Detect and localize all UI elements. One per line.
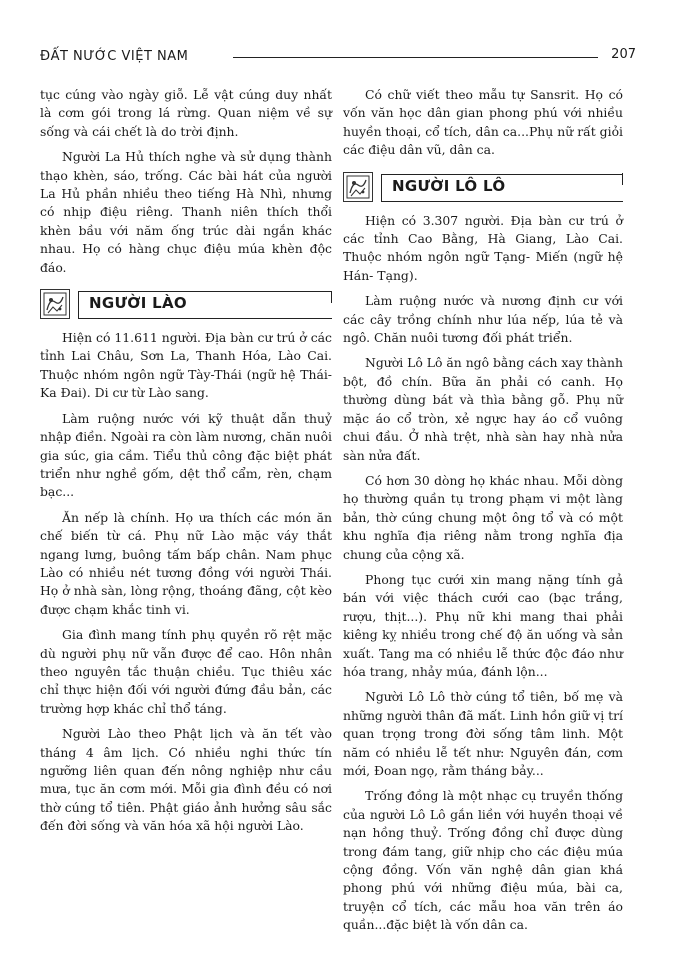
section-heading-nguoi-lao xyxy=(40,287,332,321)
section-title: NGƯỜI LÀO xyxy=(89,294,187,313)
paragraph: Hiện có 3.307 người. Địa bàn cư trú ở các tỉnh Cao Bằng, Hà Giang, Lào Cai. Thuộc nhóm ngôn ngữ Tạng- Miến (ngữ hệ Hán- Tạng). xyxy=(343,212,623,283)
paragraph: Trống đồng là một nhạc cụ truyền thống của người Lô Lô gắn liền với huyền thoại về nạn hồng thuỷ. Trống đồng chỉ được dùng trong đám tang, giữ nhịp cho các điệu múa cộng đồng. Vốn văn nghệ dân gian khá phong phú với những điệu múa, bài ca, truyện cổ tích, các mẫu hoa văn trên áo quần...đặc biệt là vốn dân ca. xyxy=(343,788,623,933)
section-title-frame xyxy=(78,291,332,319)
paragraph: Làm ruộng nước với kỹ thuật dẫn thuỷ nhập điền. Ngoài ra còn làm nương, chăn nuôi gia súc, gia cầm. Tiểu thủ công đặc biệt phát triển như nghề gốm, dệt thổ cẩm, rèn, chạm bạc... xyxy=(40,410,332,500)
paragraph: Người Lào theo Phật lịch và ăn tết vào tháng 4 âm lịch. Có nhiều nghi thức tín ngưỡng liên quan đến nông nghiệp như cầu mưa, tục ăn cơm mới. Mỗi gia đình đều có nơi thờ cúng tổ tiên. Phật giáo ảnh hưởng sâu sắc đến đời sống và văn hóa xã hội người Lào. xyxy=(40,726,332,834)
paragraph: Người Lô Lô thờ cúng tổ tiên, bố mẹ và những người thân đã mất. Linh hồn giữ vị trí quan trọng trong đời sống tâm linh. Một năm có nhiều lễ tết như: Nguyên đán, cơm mới, Đoan ngọ, rằm tháng bảy... xyxy=(343,689,623,778)
paragraph: Người Lô Lô ăn ngô bằng cách xay thành bột, đồ chín. Bữa ăn phải có canh. Họ thường dùng bát và thìa bằng gỗ. Phụ nữ mặc áo cổ tròn, xẻ ngực hay áo cổ vuông chui đầu. Ở nhà trệt, nhà sàn hay nhà nửa sàn nửa đất. xyxy=(343,355,623,463)
paragraph: Người La Hủ thích nghe và sử dụng thành thạo khèn, sáo, trống. Các bài hát của người La Hủ phần nhiều theo tiếng Hà Nhì, nhưng có nhịp điệu riêng. Thanh niên thích thổi khèn bầu với năm ống trúc dài ngắn khác nhau. Họ có hàng chục điệu múa khèn độc đáo. xyxy=(40,149,332,275)
paragraph: Ăn nếp là chính. Họ ưa thích các món ăn chế biến từ cá. Phụ nữ Lào mặc váy thắt ngang lưng, buông tấm bấp chân. Nam phục Lào có nhiều nét tương đồng với người Thái. Họ ở nhà sàn, lòng rộng, thoáng đãng, cột kèo được chạm khắc tinh vi. xyxy=(40,509,332,617)
section-title-frame xyxy=(381,174,623,202)
header-rule xyxy=(233,57,598,58)
paragraph: Gia đình mang tính phụ quyền rõ rệt mặc dù người phụ nữ vẫn được để cao. Hôn nhân theo nguyên tắc thuận chiều. Tục thiêu xác chỉ thực hiện đối với người đứng đầu bản, các trường hợp khác chỉ thổ táng. xyxy=(40,627,332,716)
page-header xyxy=(40,47,636,69)
running-title: ĐẤT NƯỚC VIỆT NAM xyxy=(40,49,189,64)
right-column xyxy=(343,86,623,942)
section-heading-nguoi-lo-lo xyxy=(343,170,623,204)
left-column xyxy=(40,86,332,843)
paragraph: tục cúng vào ngày giỗ. Lễ vật cúng duy nhất là cơm gói trong lá rừng. Quan niệm về sự sống và cái chết là do trời định. xyxy=(40,87,332,139)
section-title: NGƯỜI LÔ LÔ xyxy=(392,176,506,195)
paragraph: Có chữ viết theo mẫu tự Sansrit. Họ có vốn văn học dân gian phong phú với nhiều huyền thoại, cổ tích, dân ca...Phụ nữ rất giỏi các điệu dân vũ, dân ca. xyxy=(343,87,623,158)
ornamental-motif-icon xyxy=(343,172,373,202)
paragraph: Có hơn 30 dòng họ khác nhau. Mỗi dòng họ thường quần tụ trong phạm vi một làng bản, thờ cúng chung một ông tổ và có một khu nghĩa địa riêng nằm trong nghĩa địa chung của cộng xã. xyxy=(343,472,623,562)
paragraph: Hiện có 11.611 người. Địa bàn cư trú ở các tỉnh Lai Châu, Sơn La, Thanh Hóa, Lào Cai. Thuộc nhóm ngôn ngữ Tày-Thái (ngữ hệ Thái-Ka Đai). Di cư từ Lào sang. xyxy=(40,330,332,401)
page-number: 207 xyxy=(611,47,636,62)
paragraph: Phong tục cưới xin mang nặng tính gả bán với việc thách cưới cao (bạc trắng, rượu, thịt...). Phụ nữ khi mang thai phải kiêng kỵ nhiều trong chế độ ăn uống và sản xuất. Tang ma có nhiều lễ thức độc đáo như hóa trang, nhảy múa, đánh lộn... xyxy=(343,571,623,679)
paragraph: Làm ruộng nước và nương định cư với các cây trồng chính như lúa nếp, lúa tẻ và ngô. Chăn nuôi tương đối phát triển. xyxy=(343,293,623,346)
ornamental-motif-icon xyxy=(40,289,70,319)
